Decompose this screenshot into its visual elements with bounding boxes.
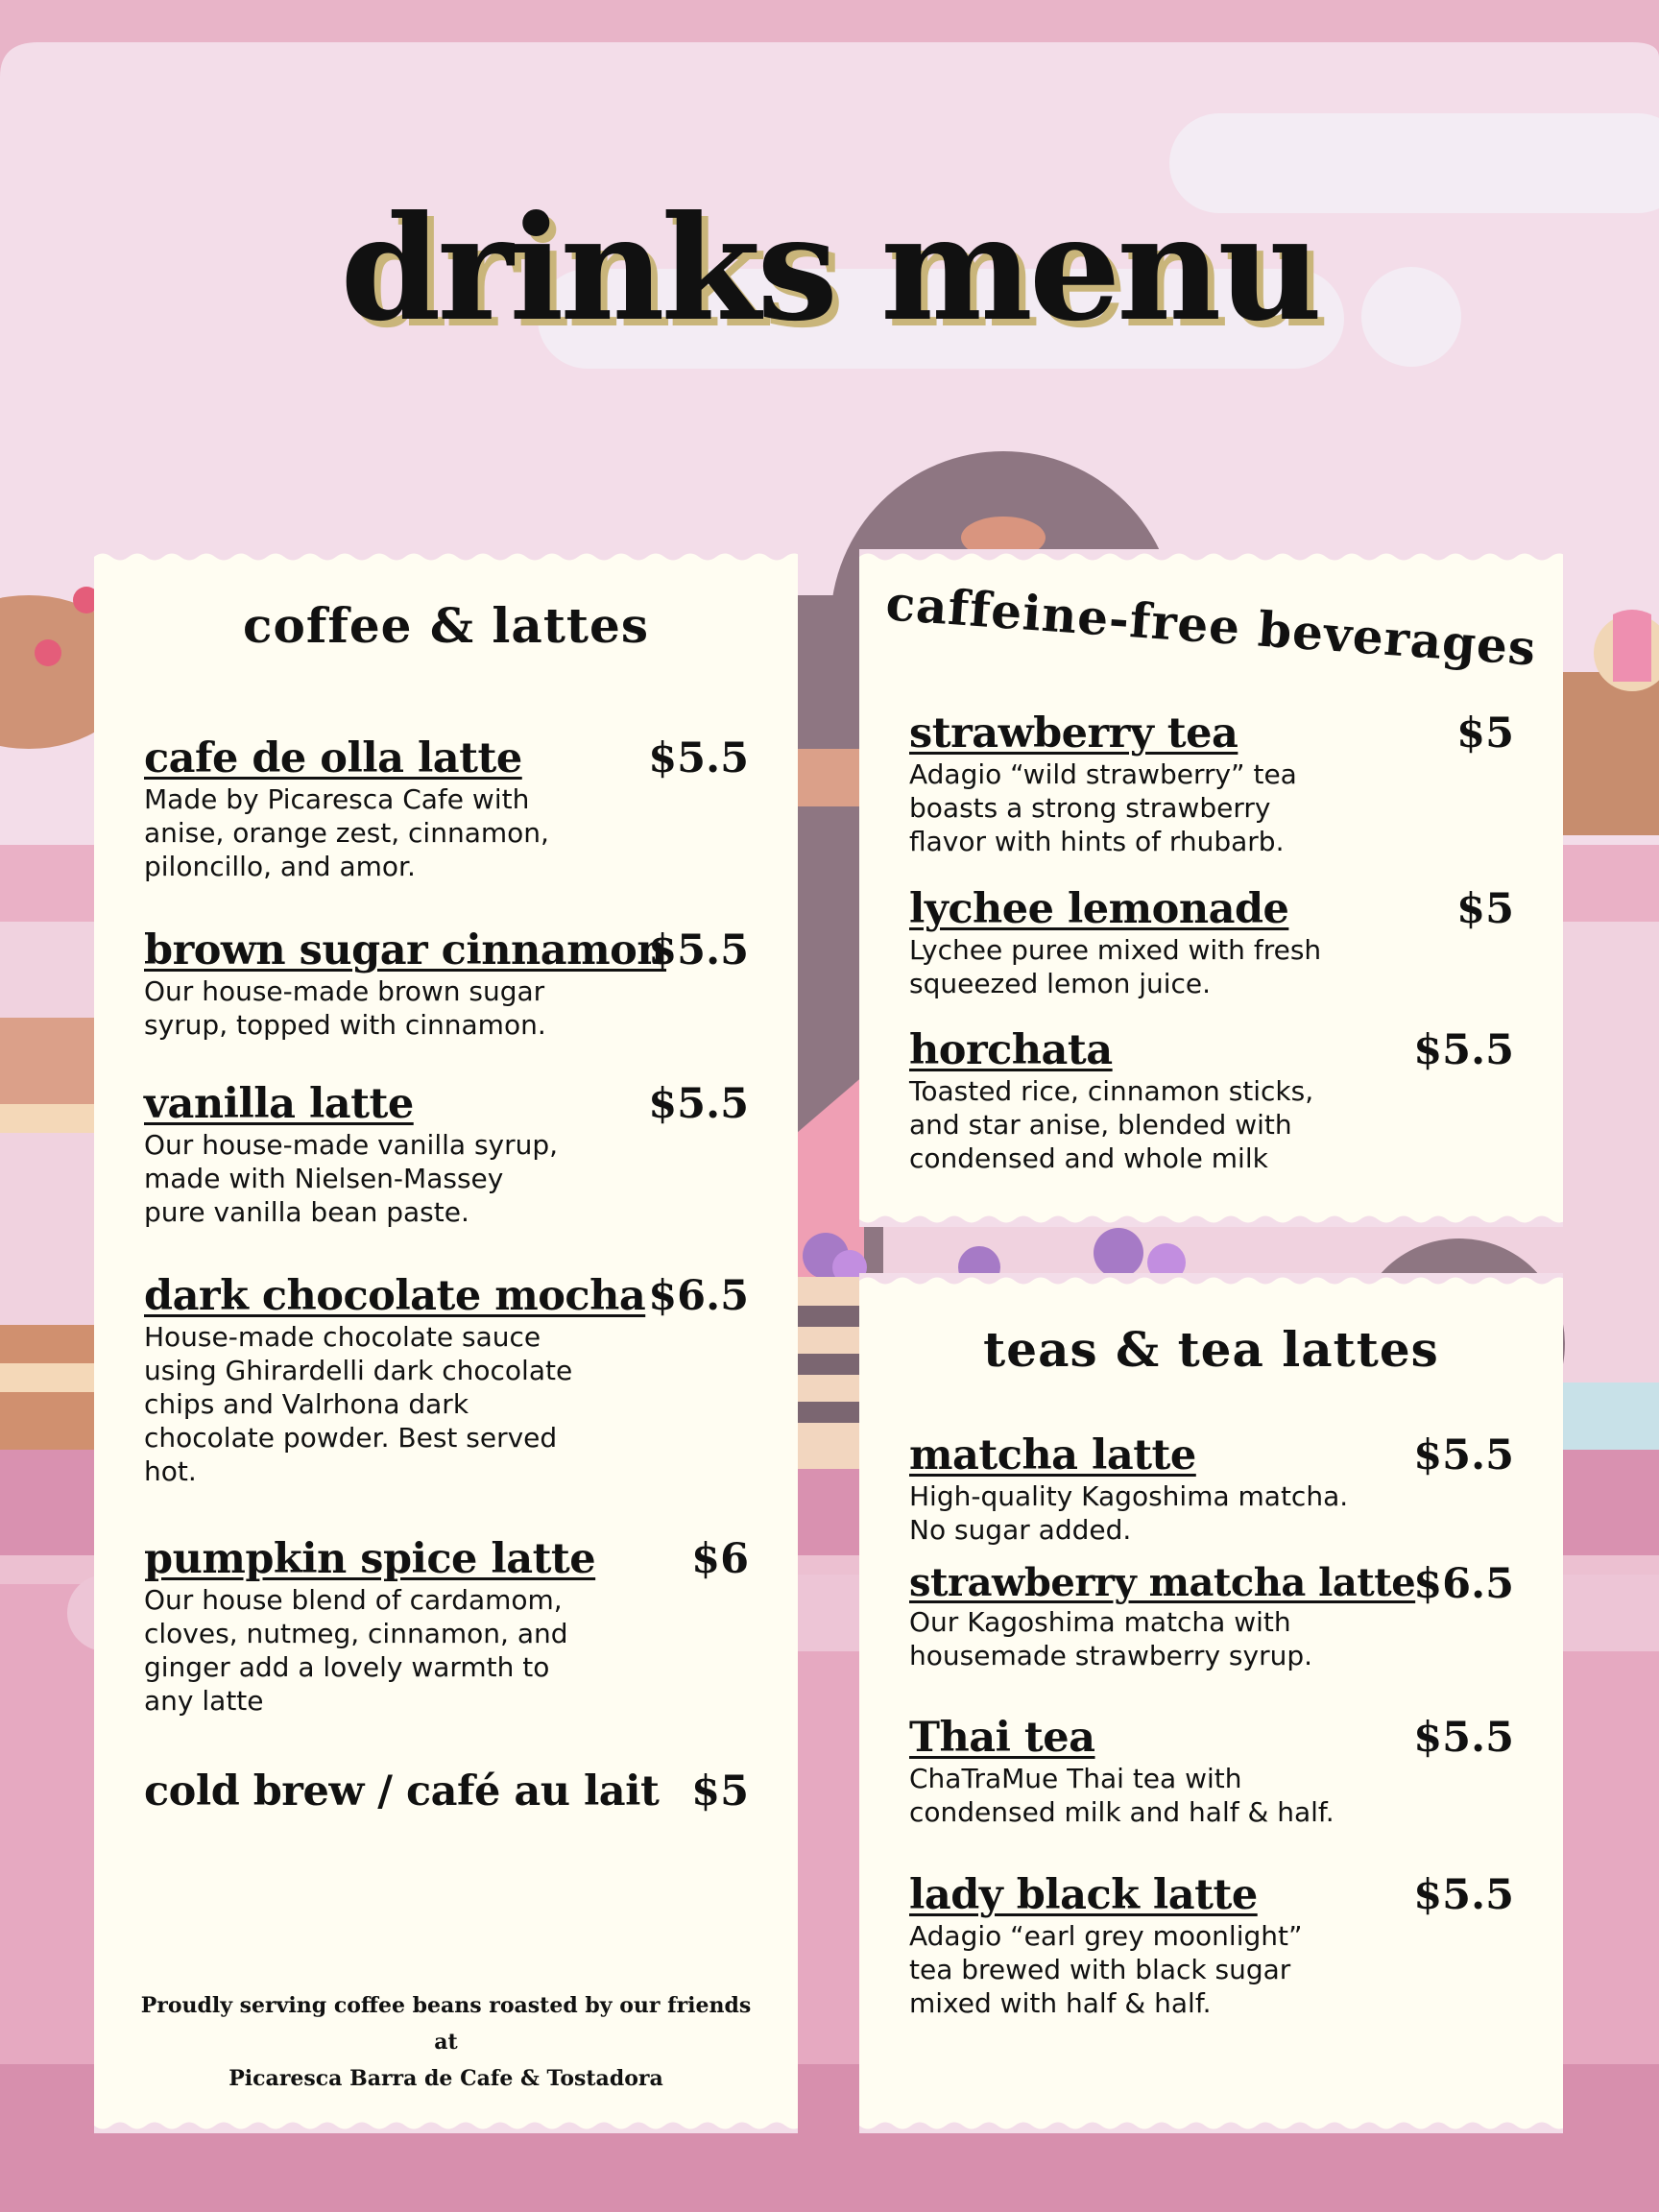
item-price: $5 — [1456, 885, 1514, 933]
menu-item — [909, 1714, 1514, 1829]
menu-item — [909, 1871, 1514, 2020]
item-name: pumpkin spice latte — [144, 1535, 596, 1583]
item-description: High-quality Kagoshima matcha. No sugar added. — [909, 1480, 1349, 1547]
item-description: Adagio “earl grey moonlight” tea brewed with black sugar mixed with half & half. — [909, 1920, 1303, 2020]
menu-item — [144, 926, 749, 1042]
menu-item — [144, 1080, 749, 1229]
item-name: vanilla latte — [144, 1080, 414, 1128]
item-price: $5.5 — [648, 734, 749, 782]
menu-item — [909, 885, 1514, 1000]
item-description: Made by Picaresca Cafe with anise, orange zest, cinnamon, piloncillo, and amor. — [144, 783, 549, 883]
item-description: ChaTraMue Thai tea with condensed milk and half & half. — [909, 1763, 1334, 1829]
page-title: drinks menu — [340, 184, 1319, 353]
caffeine-free-panel — [859, 549, 1563, 1227]
item-name: Thai tea — [909, 1714, 1095, 1762]
item-description: Our Kagoshima matcha with housemade strawberry syrup. — [909, 1606, 1312, 1671]
item-price: $6 — [691, 1535, 749, 1583]
item-price: $5.5 — [1413, 1026, 1514, 1074]
item-price: $5 — [691, 1767, 749, 1815]
item-name: strawberry matcha latte — [909, 1560, 1416, 1605]
caffeine-free-heading: caffeine-free beverages — [883, 574, 1539, 677]
item-price: $5.5 — [648, 926, 749, 974]
roaster-credit: Proudly serving coffee beans roasted by our friends at Picaresca Barra de Cafe & Tostadora — [140, 1993, 752, 2091]
wavy-bottom — [94, 2123, 798, 2134]
item-price: $6.5 — [1413, 1560, 1514, 1608]
item-description: Lychee puree mixed with fresh squeezed lemon juice. — [909, 934, 1322, 1000]
item-price: $5 — [1456, 709, 1514, 757]
item-description: Our house-made vanilla syrup, made with Nielsen-Massey pure vanilla bean paste. — [144, 1129, 559, 1229]
item-description: Our house blend of cardamom, cloves, nutmeg, cinnamon, and ginger add a lovely warmth to any latte — [144, 1584, 568, 1718]
wavy-top — [859, 1273, 1563, 1285]
item-price: $5.5 — [1413, 1871, 1514, 1919]
item-description: House-made chocolate sauce using Ghirardelli dark chocolate chips and Valrhona dark chocolate powder. Best served hot. — [144, 1321, 573, 1488]
menu-item — [909, 1431, 1514, 1547]
menu-item — [909, 709, 1514, 858]
menu-item — [144, 734, 749, 883]
item-name: strawberry tea — [909, 709, 1238, 757]
wavy-top — [94, 549, 798, 561]
item-price: $5.5 — [648, 1080, 749, 1128]
coffee-heading: coffee & lattes — [243, 597, 649, 654]
wavy-top — [859, 549, 1563, 561]
item-name: lady black latte — [909, 1871, 1258, 1919]
item-name: matcha latte — [909, 1431, 1196, 1479]
item-name: lychee lemonade — [909, 885, 1289, 933]
item-name: horchata — [909, 1026, 1113, 1074]
item-name: cold brew / café au lait — [144, 1767, 660, 1815]
item-description: Adagio “wild strawberry” tea boasts a strong strawberry flavor with hints of rhubarb. — [909, 758, 1297, 858]
menu-item — [909, 1560, 1514, 1672]
menu-item — [909, 1026, 1514, 1175]
teas-heading: teas & tea lattes — [983, 1321, 1439, 1378]
wavy-bottom — [859, 1216, 1563, 1228]
item-description: Toasted rice, cinnamon sticks, and star anise, blended with condensed and whole milk — [909, 1075, 1314, 1175]
coffee-panel — [94, 549, 798, 2133]
item-price: $6.5 — [648, 1272, 749, 1320]
menu-item — [144, 1767, 749, 1815]
menu-item — [144, 1535, 749, 1718]
item-price: $5.5 — [1413, 1431, 1514, 1479]
item-name: dark chocolate mocha — [144, 1272, 646, 1320]
item-name: brown sugar cinnamon — [144, 926, 667, 974]
teas-panel — [859, 1273, 1563, 2133]
menu-item — [144, 1272, 749, 1488]
item-price: $5.5 — [1413, 1714, 1514, 1762]
wavy-bottom — [859, 2123, 1563, 2134]
item-description: Our house-made brown sugar syrup, topped with cinnamon. — [144, 975, 546, 1042]
item-name: cafe de olla latte — [144, 734, 522, 782]
